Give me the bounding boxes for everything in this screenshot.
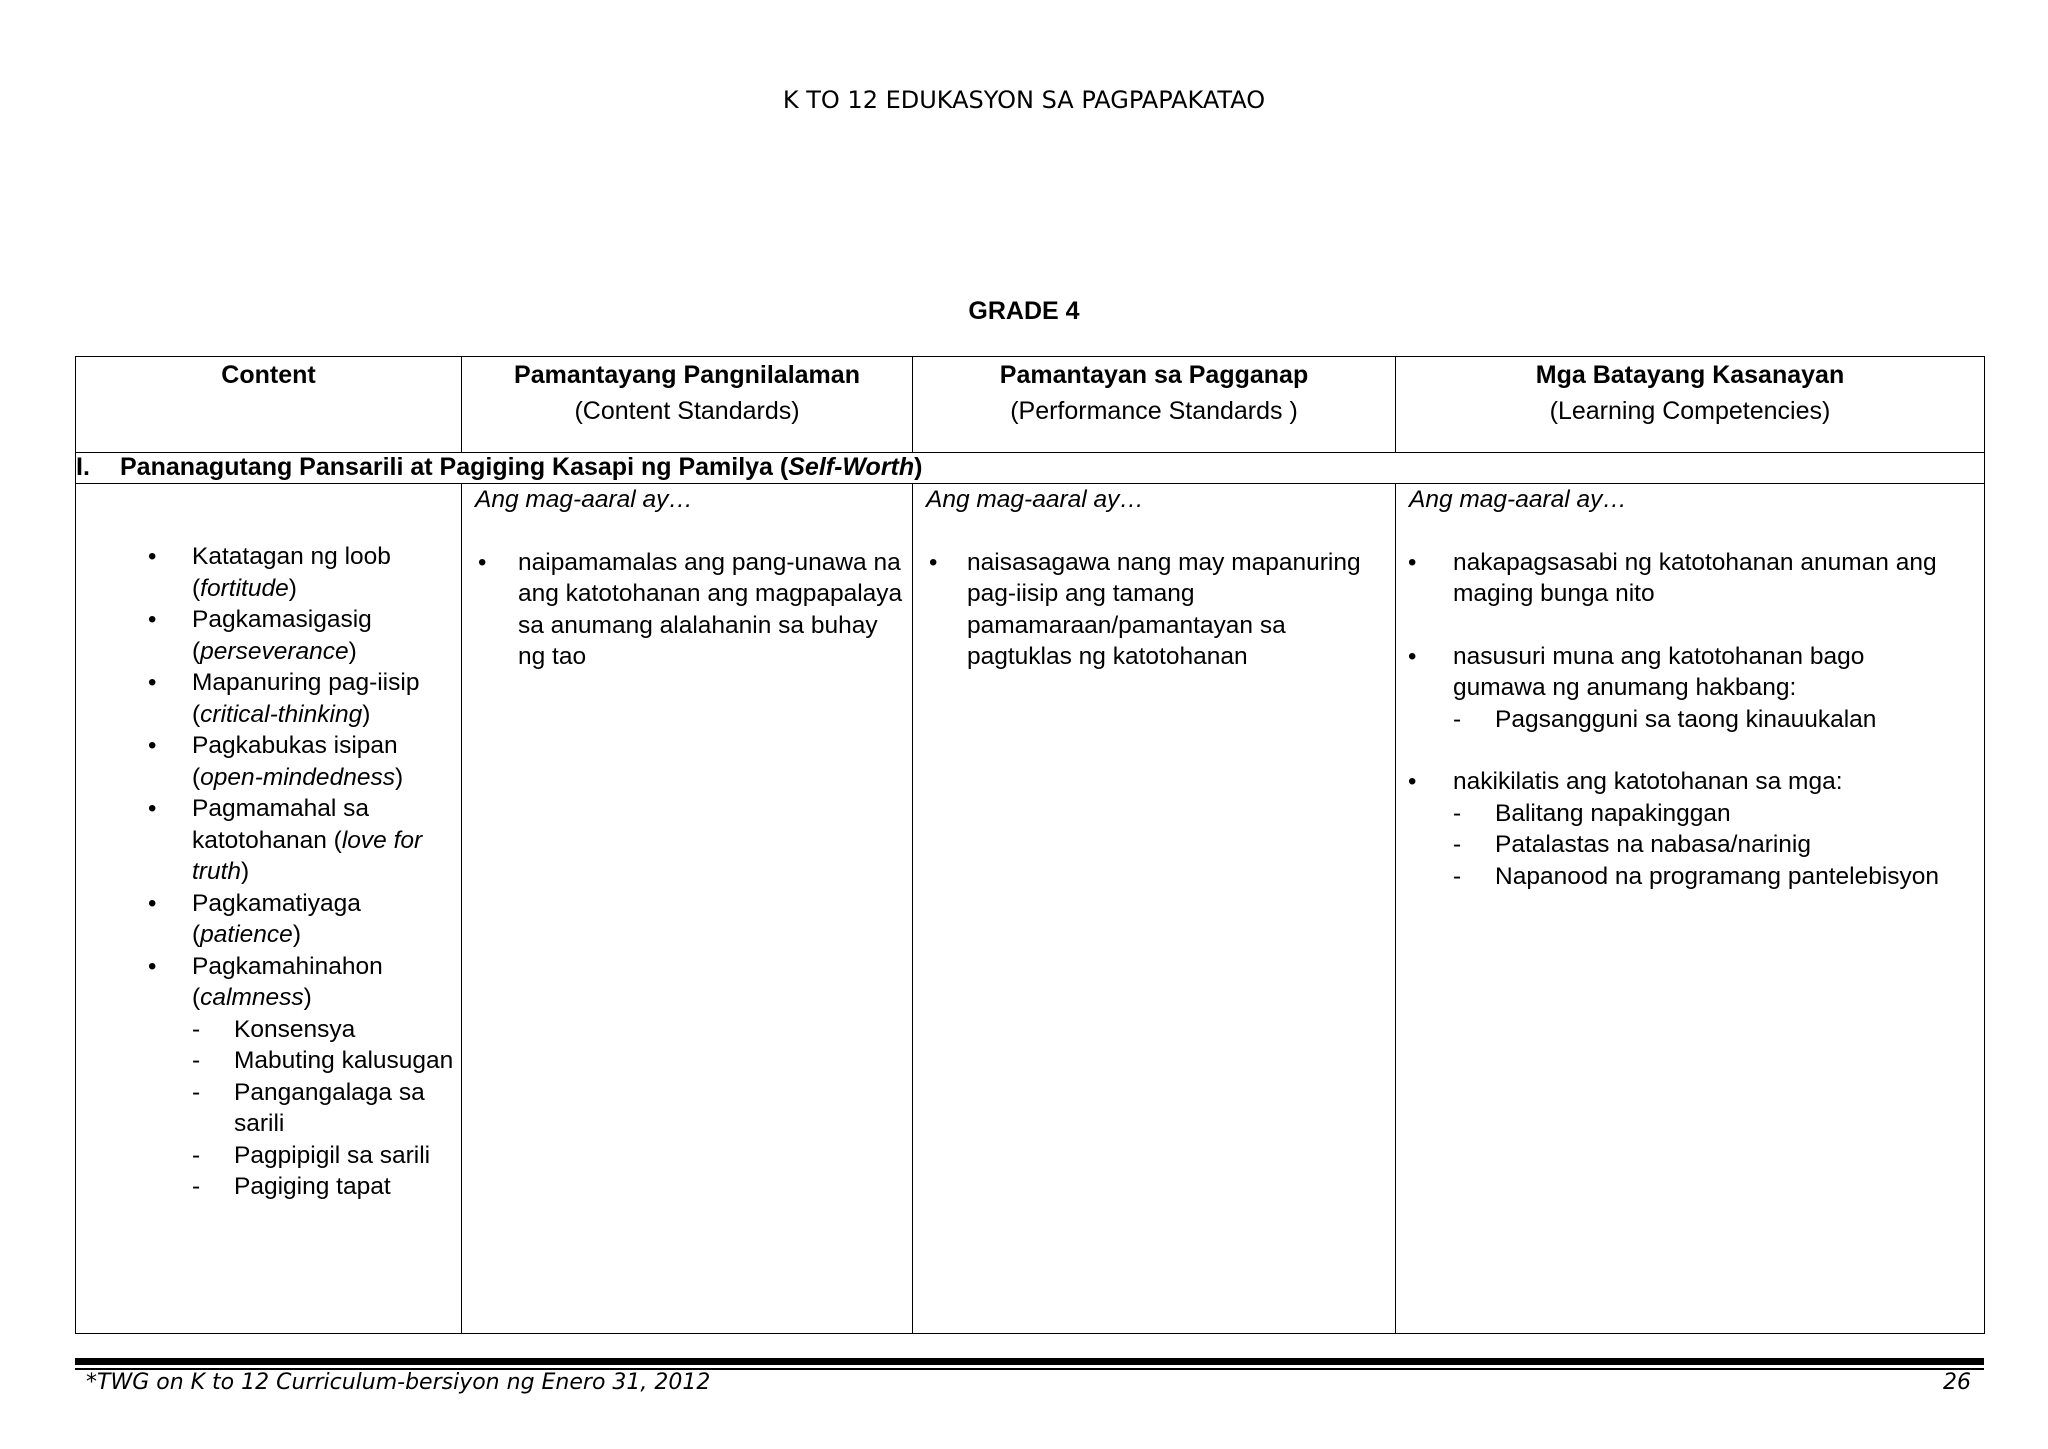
competency-sublist (1453, 704, 1954, 736)
list-subitem: - Konsensya (192, 1014, 461, 1046)
header-learning-competencies (1396, 357, 1985, 453)
content-standards-cell (462, 484, 913, 1334)
header-content (76, 357, 462, 453)
section-row (76, 453, 1985, 484)
content-sublist (192, 1014, 461, 1203)
table-header-row (76, 357, 1985, 453)
list-subitem: - Pagiging tapat (192, 1171, 461, 1203)
section-number: I. (76, 453, 90, 481)
section-title-close: ) (914, 453, 923, 481)
section-title: Pananagutang Pansarili at Pagiging Kasapi ng Pamilya ( (120, 453, 789, 481)
content-row (76, 484, 1985, 1334)
curriculum-table (75, 356, 1985, 1334)
list-subitem: - Pagpipigil sa sarili (192, 1140, 461, 1172)
competencies-cell (1396, 484, 1985, 1334)
header-title: Mga Batayang Kasanayan (1535, 361, 1845, 389)
list-subitem: - Patalastas na nabasa/narinig (1453, 829, 1954, 861)
section-heading (76, 453, 1985, 484)
list-item: • Pagmamahal sa katotohanan (love for truth) (148, 793, 461, 888)
list-subitem: - Mabuting kalusugan (192, 1045, 461, 1077)
document-title: K TO 12 EDUKASYON SA PAGPAPAKATAO (782, 86, 1266, 114)
list-item: • Pagkamatiyaga (patience) (148, 888, 461, 951)
competency-text: nakapagsasabi ng katotohanan anuman ang maging bunga nito (1453, 548, 1937, 607)
list-item: • Mapanuring pag-iisip (critical-thinking) (148, 667, 461, 730)
header-title: Content (221, 361, 316, 389)
section-title-italic: Self-Worth (788, 453, 915, 481)
list-subitem: - Napanood na programang pantelebisyon (1453, 861, 1954, 893)
list-subitem: - Balitang napakinggan (1453, 798, 1954, 830)
standards-list (462, 547, 912, 673)
competency-sublist (1453, 798, 1954, 893)
list-item: • Pagkabukas isipan (open-mindedness) (148, 730, 461, 793)
header-content-standards (462, 357, 913, 453)
list-item (1396, 641, 1984, 736)
footer-rule-thick (75, 1358, 1984, 1365)
list-item: • naipamamalas ang pang-unawa na ang katotohanan ang magpapalaya sa anumang alalahanin sa buhay ng tao (462, 547, 912, 673)
header-title: Pamantayang Pangnilalaman (514, 361, 860, 389)
list-item: • Katatagan ng loob (fortitude) (148, 541, 461, 604)
standards-list (913, 547, 1395, 673)
footer-note: *TWG on K to 12 Curriculum-bersiyon ng Enero 31, 2012 (86, 1370, 711, 1395)
page-number: 26 (1943, 1370, 1971, 1395)
list-item (1396, 766, 1984, 892)
cell-intro: Ang mag-aaral ay… (475, 486, 693, 513)
competency-text: nakikilatis ang katotohanan sa mga: (1453, 768, 1843, 795)
header-title: Pamantayan sa Pagganap (999, 361, 1309, 389)
performance-standards-cell (913, 484, 1396, 1334)
competencies-list (1396, 547, 1984, 893)
cell-intro: Ang mag-aaral ay… (1409, 486, 1627, 513)
content-cell (76, 484, 462, 1334)
content-list (148, 541, 461, 1014)
list-subitem: - Pangangalaga sa sarili (192, 1077, 461, 1140)
header-subtitle: (Performance Standards ) (1010, 397, 1298, 425)
header-subtitle: (Content Standards) (574, 397, 800, 425)
list-item: • Pagkamasigasig (perseverance) (148, 604, 461, 667)
list-subitem: - Pagsangguni sa taong kinauukalan (1453, 704, 1954, 736)
list-item: • naisasagawa nang may mapanuring pag-iisip ang tamang pamamaraan/pamantayan sa pagtuklas ng katotohanan (913, 547, 1395, 673)
list-item (1396, 547, 1984, 610)
header-subtitle: (Learning Competencies) (1549, 397, 1831, 425)
cell-intro: Ang mag-aaral ay… (926, 486, 1144, 513)
header-performance-standards (913, 357, 1396, 453)
grade-heading: GRADE 4 (968, 297, 1080, 325)
list-item: • Pagkamahinahon (calmness) (148, 951, 461, 1014)
competency-text: nasusuri muna ang katotohanan bago gumawa ng anumang hakbang: (1453, 642, 1865, 701)
